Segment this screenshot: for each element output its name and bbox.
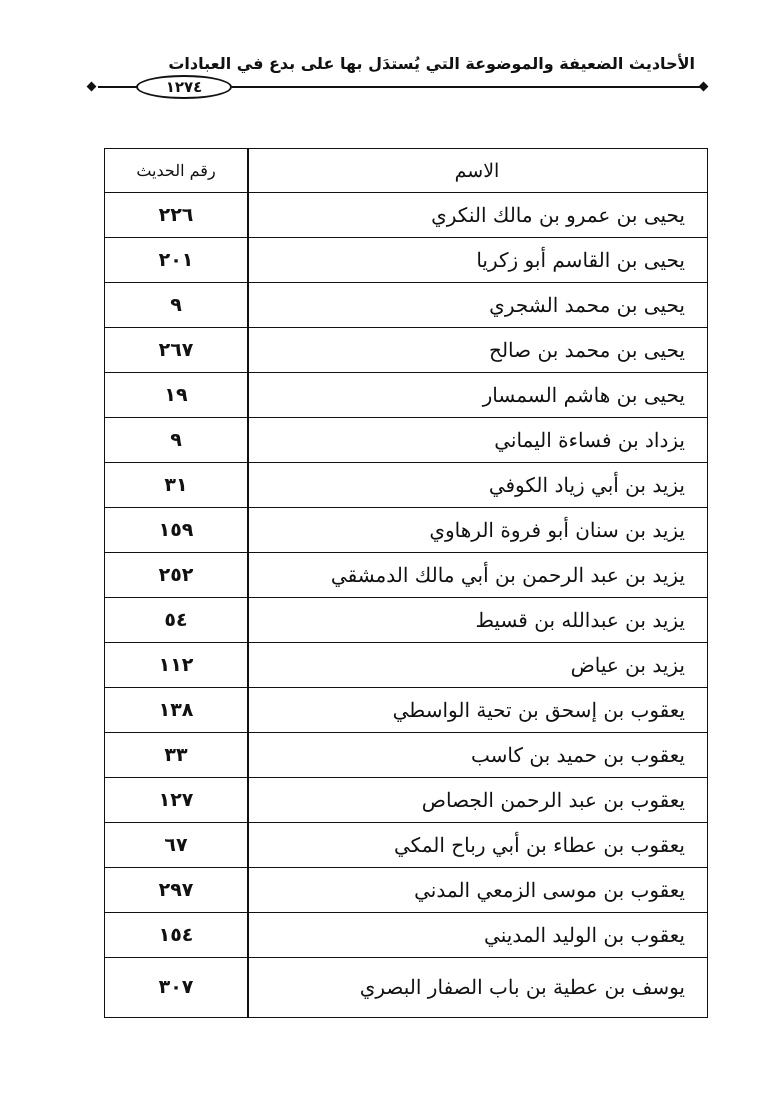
hadith-number: ٣٠٧ (158, 976, 194, 998)
table-row (105, 598, 707, 643)
narrator-name: يحيى بن عمرو بن مالك النكري (431, 203, 685, 227)
table-row (105, 733, 707, 778)
narrator-name: يزيد بن عياض (570, 653, 685, 677)
hadith-number: ٢٠١ (158, 249, 194, 271)
hadith-number: ٣٣ (164, 744, 188, 766)
narrator-name: يزيد بن أبي زياد الكوفي (488, 473, 685, 497)
table-row (105, 283, 707, 328)
header-rule-right (232, 86, 702, 88)
hadith-number: ٥٤ (164, 609, 188, 631)
table-header-row (105, 149, 707, 193)
narrator-name: يزيد بن عبدالله بن قسيط (475, 608, 685, 632)
table-row (105, 823, 707, 868)
hadith-number: ١٩ (164, 384, 188, 406)
hadith-number: ٩ (170, 429, 182, 451)
hadith-number: ١٣٨ (158, 699, 194, 721)
narrator-name: يعقوب بن عبد الرحمن الجصاص (421, 788, 685, 812)
diamond-ornament-left (87, 82, 97, 92)
hadith-number: ٢٩٧ (158, 879, 194, 901)
narrator-name: يحيى بن محمد الشجري (489, 293, 685, 317)
narrator-name: يعقوب بن حميد بن كاسب (471, 743, 685, 767)
narrator-name: يحيى بن محمد بن صالح (489, 338, 685, 362)
table-row (105, 643, 707, 688)
table-row (105, 418, 707, 463)
narrator-name: يعقوب بن إسحق بن تحية الواسطي (392, 698, 685, 722)
hadith-number: ١٥٤ (158, 924, 194, 946)
narrator-name: يزيد بن عبد الرحمن بن أبي مالك الدمشقي (330, 563, 685, 587)
table-row (105, 688, 707, 733)
column-header-hadith-number: رقم الحديث (136, 161, 216, 180)
table-row (105, 238, 707, 283)
narrator-name: يحيى بن هاشم السمسار (482, 383, 685, 407)
diamond-ornament-right (699, 82, 709, 92)
narrator-name: يحيى بن القاسم أبو زكريا (476, 248, 685, 272)
running-header-title: الأحاديث الضعيفة والموضوعة التي يُستدَل بها على بدع في العبادات (168, 54, 695, 73)
narrator-name: يعقوب بن موسى الزمعي المدني (414, 878, 685, 902)
table-row (105, 328, 707, 373)
table-row (105, 463, 707, 508)
table-row (105, 508, 707, 553)
table-row (105, 958, 707, 1016)
narrator-name: يعقوب بن عطاء بن أبي رباح المكي (393, 833, 685, 857)
hadith-number: ١٢٧ (158, 789, 194, 811)
narrator-name: يعقوب بن الوليد المديني (484, 923, 685, 947)
table-row (105, 913, 707, 958)
table-row (105, 553, 707, 598)
table-row (105, 373, 707, 418)
hadith-number: ١١٢ (158, 654, 194, 676)
hadith-number: ١٥٩ (158, 519, 194, 541)
column-header-name: الاسم (454, 159, 500, 182)
table-row (105, 868, 707, 913)
table-row (105, 193, 707, 238)
hadith-number: ٢٥٢ (158, 564, 194, 586)
table-row (105, 778, 707, 823)
header-rule-left (98, 86, 138, 88)
hadith-number: ٩ (170, 294, 182, 316)
narrators-index-table (104, 148, 708, 1018)
narrator-name: يزيد بن سنان أبو فروة الرهاوي (429, 518, 685, 542)
hadith-number: ٢٦٧ (158, 339, 194, 361)
hadith-number: ٦٧ (164, 834, 188, 856)
hadith-number: ٢٢٦ (158, 204, 194, 226)
narrator-name: يوسف بن عطية بن باب الصفار البصري (359, 975, 685, 999)
hadith-number: ٣١ (164, 474, 188, 496)
narrator-name: يزداد بن فساءة اليماني (494, 428, 685, 452)
page-number: ١٢٧٤ (136, 75, 232, 99)
